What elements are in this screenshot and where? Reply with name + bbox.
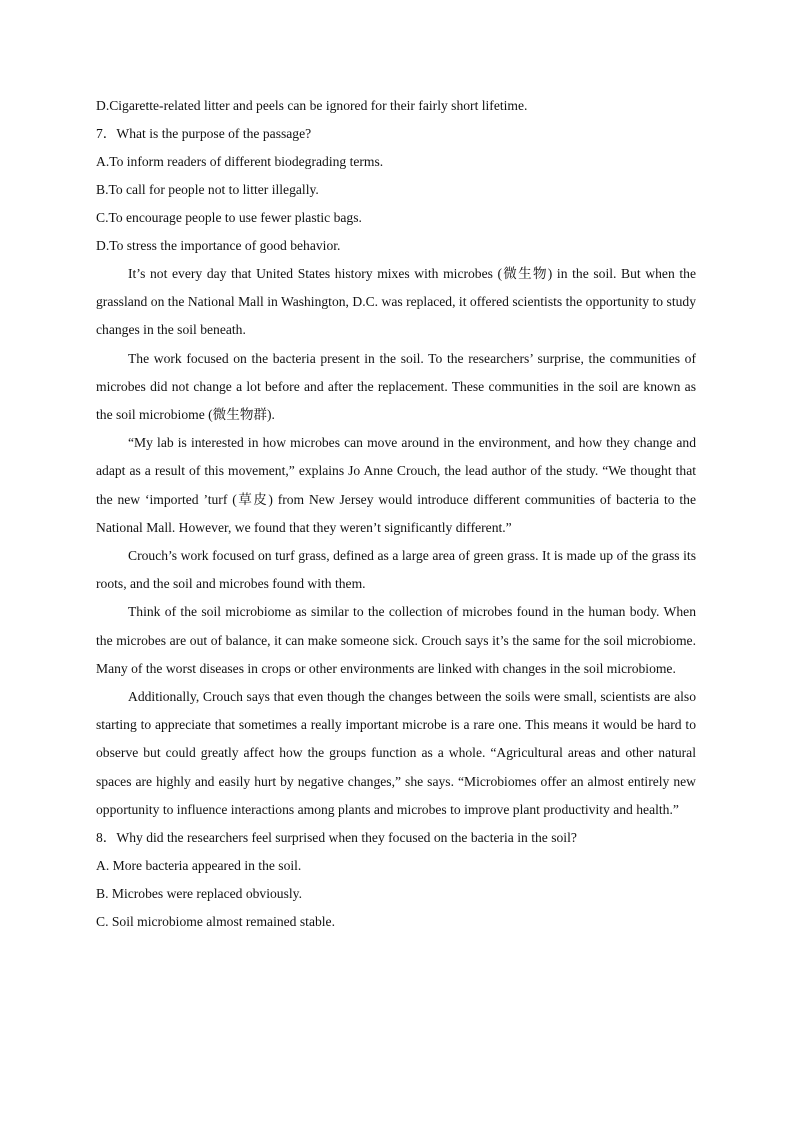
q7-option-a: A.To inform readers of different biodegrading terms. <box>96 154 384 169</box>
document-page <box>96 92 696 936</box>
q8-option-a: A. More bacteria appeared in the soil. <box>96 858 302 874</box>
question-8 <box>96 824 696 936</box>
question-7 <box>96 120 696 260</box>
q8-option-b: B. Microbes were replaced obviously. <box>96 886 302 902</box>
q8-option-c: C. Soil microbiome almost remained stable. <box>96 914 335 930</box>
q7-option-c: C.To encourage people to use fewer plastic bags. <box>96 210 362 225</box>
passage-paragraph-4: Crouch’s work focused on turf grass, defined as a large area of green grass. It is made up of the grass its roots, and the soil and microbes found with them. <box>96 548 696 592</box>
passage-paragraph-5: Think of the soil microbiome as similar to the collection of microbes found in the human body. When the microbes are out of balance, it can make someone sick. Crouch says it’s the same for the soil microbiome. Many of the worst diseases in crops or other environments are linked with changes in the soil microbiome. <box>96 604 696 676</box>
q6-option-d: D.Cigarette-related litter and peels can be ignored for their fairly short lifetime. <box>96 98 528 113</box>
q7-option-b: B.To call for people not to litter illegally. <box>96 182 319 197</box>
q7-option-d: D.To stress the importance of good behavior. <box>96 238 341 253</box>
reading-passage <box>96 260 696 824</box>
q7-stem: 7．What is the purpose of the passage? <box>96 126 312 141</box>
passage-paragraph-6: Additionally, Crouch says that even though the changes between the soils were small, scientists are also starting to appreciate that sometimes a really important microbe is a rare one. This means it would be hard to observe but could greatly affect how the groups function as a whole. “Agricultural areas and other natural spaces are highly and easily hurt by negative changes,” she says. “Microbiomes offer an almost entirely new opportunity to influence interactions among plants and microbes to improve plant productivity and health.” <box>96 689 696 817</box>
passage-paragraph-1: It’s not every day that United States history mixes with microbes (微生物) in the soil. But when the grassland on the National Mall in Washington, D.C. was replaced, it offered scientists the opportunity to study changes in the soil beneath. <box>96 266 696 338</box>
passage-paragraph-3: “My lab is interested in how microbes can move around in the environment, and how they change and adapt as a result of this movement,” explains Jo Anne Crouch, the lead author of the study. “We thought that the new ‘imported ’turf (草皮) from New Jersey would introduce different communities of bacteria to the National Mall. However, we found that they weren’t significantly different.” <box>96 435 696 535</box>
q8-stem: 8．Why did the researchers feel surprised when they focused on the bacteria in the soil? <box>96 830 577 846</box>
passage-paragraph-2: The work focused on the bacteria present in the soil. To the researchers’ surprise, the communities of microbes did not change a lot before and after the replacement. These communities in the soil are known as the soil microbiome (微生物群). <box>96 350 696 423</box>
